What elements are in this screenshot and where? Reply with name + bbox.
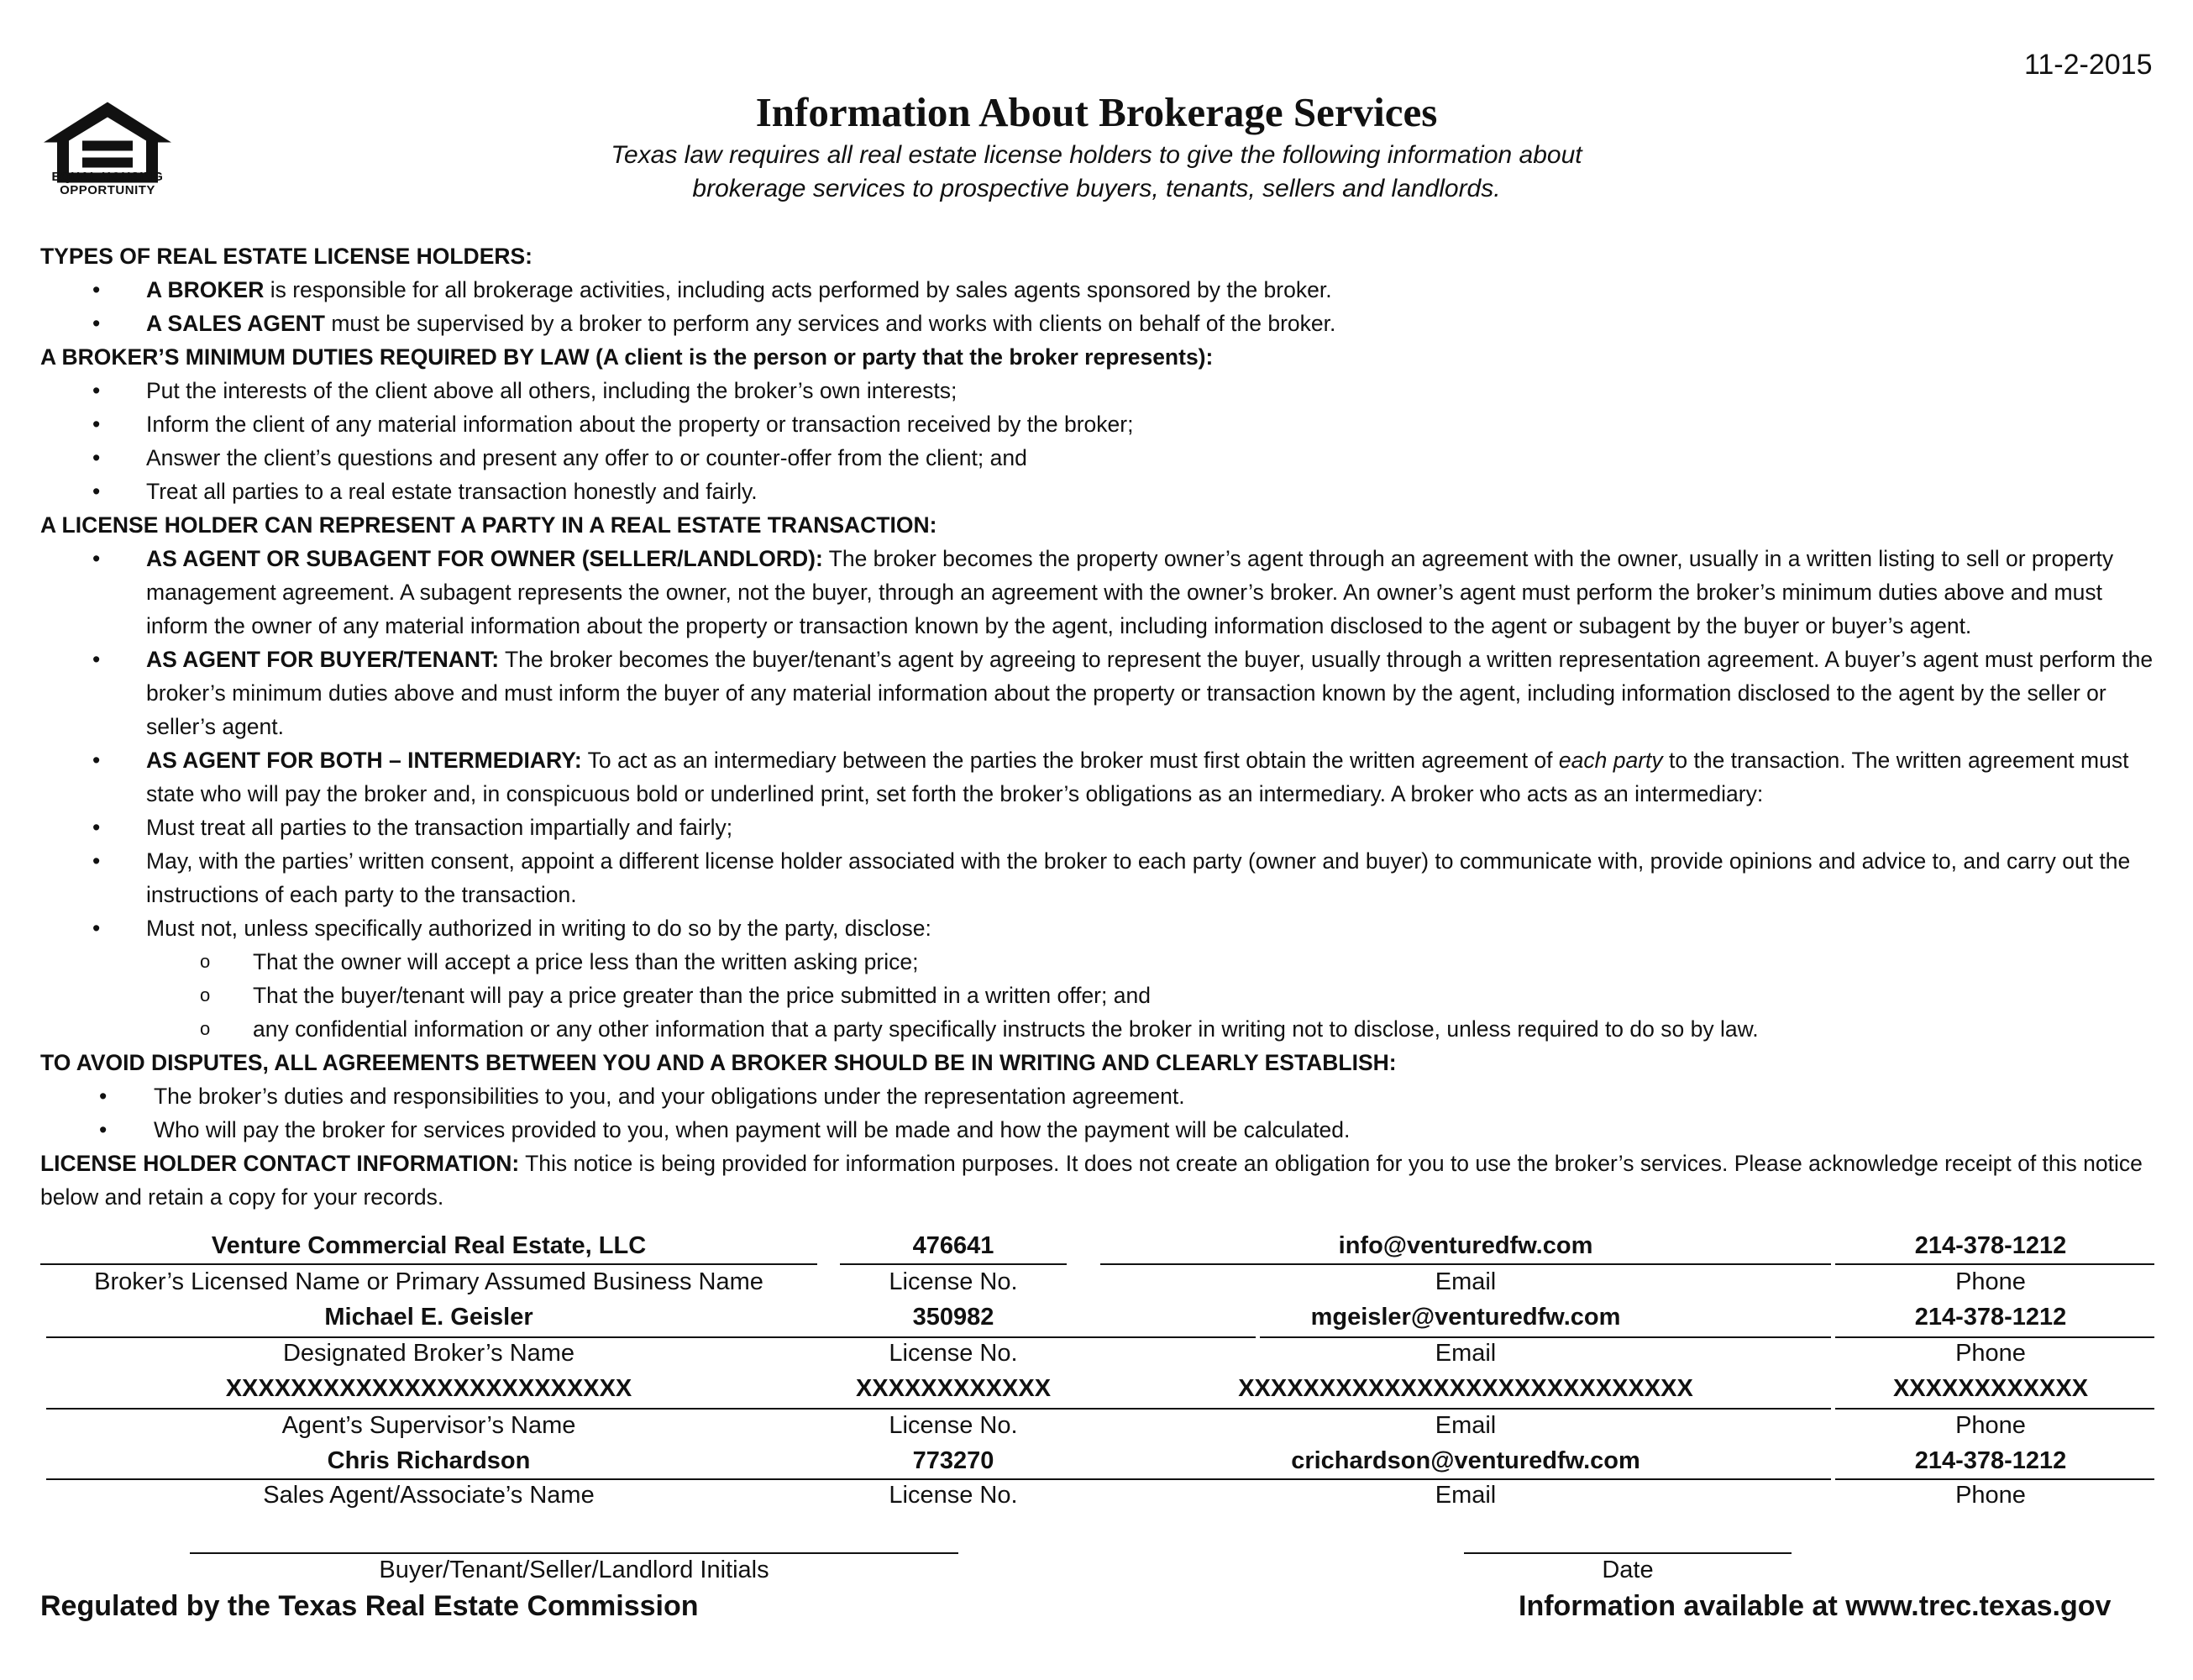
list-item [40,307,2157,340]
list-item [40,743,2157,811]
date-label: Date [1602,1557,1654,1583]
subtitle-line2: brokerage services to prospective buyers, tenants, sellers and landlords. [692,175,1501,202]
footer-website: Information available at www.trec.texas.gov [1519,1590,2112,1622]
designated-broker-name-value: Michael E. Geisler [324,1304,533,1331]
list-item: • The broker’s duties and responsibilities to you, and your obligations under the representation agreement. [40,1079,2157,1113]
list-item: • Who will pay the broker for services provided to you, when payment will be made and how the payment will be calculated. [40,1113,2157,1147]
disputes-list [40,1079,2157,1147]
footer-regulator: Regulated by the Texas Real Estate Commission [40,1590,699,1622]
email-label: Email [1435,1412,1497,1439]
license-label: License No. [889,1412,1018,1439]
email-label: Email [1435,1268,1497,1295]
table-rule [1835,1263,2154,1265]
designated-broker-email-value: mgeisler@venturedfw.com [1310,1304,1621,1331]
list-item: o That the buyer/tenant will pay a price greater than the price submitted in a written offer; and [40,979,2157,1012]
contact-info-paragraph [40,1147,2157,1214]
sales-agent-email-value: crichardson@venturedfw.com [1291,1447,1640,1474]
license-label: License No. [889,1482,1018,1509]
email-label: Email [1435,1482,1497,1509]
logo-caption-line1: EQUAL HOUSING [51,170,164,184]
table-rule [1835,1408,2154,1410]
types-list [40,273,2157,340]
disputes-heading: TO AVOID DISPUTES, ALL AGREEMENTS BETWEEN YOU AND A BROKER SHOULD BE IN WRITING AND CLEARLY ESTABLISH: [40,1050,1397,1075]
initials-label: Buyer/Tenant/Seller/Landlord Initials [379,1557,769,1583]
initials-line[interactable] [190,1552,958,1554]
form-date: 11-2-2015 [2024,49,2153,81]
disclose-list [40,945,2157,1046]
broker-phone-value: 214-378-1212 [1914,1232,2067,1259]
logo-caption-line2: OPPORTUNITY [60,183,155,197]
phone-label: Phone [1955,1340,2026,1367]
list-item: • May, with the parties’ written consent, appoint a different license holder associated with the broker to each party (owner and buyer) to communicate with, provide opinions and advice to, and carry out the instructions of each party to the transaction. [40,844,2157,911]
sales-agent-name-label: Sales Agent/Associate’s Name [263,1482,595,1509]
sales-agent-definition: must be supervised by a broker to perform any services and works with clients on behalf of the broker. [325,311,1336,336]
broker-name-value: Venture Commercial Real Estate, LLC [211,1232,647,1259]
sales-agent-term: A SALES AGENT [146,311,325,336]
list-item [40,542,2157,643]
contact-info-heading: LICENSE HOLDER CONTACT INFORMATION: [40,1151,520,1176]
duties-heading: A BROKER’S MINIMUM DUTIES REQUIRED BY LAW (A client is the person or party that the broker represents): [40,344,1214,370]
list-item: o any confidential information or any other information that a party specifically instructs the broker in writing not to disclose, unless required to do so by law. [40,1012,2157,1046]
list-item: • Answer the client’s questions and present any offer to or counter-offer from the client; and [40,441,2157,475]
supervisor-email-value: XXXXXXXXXXXXXXXXXXXXXXXXXXXX [1238,1375,1693,1402]
table-rule [840,1263,1067,1265]
supervisor-name-label: Agent’s Supervisor’s Name [281,1412,576,1439]
intermediary-text-italic: each party [1558,748,1663,773]
list-item [40,273,2157,307]
license-label: License No. [889,1268,1018,1295]
represent-list [40,542,2157,945]
phone-label: Phone [1955,1482,2026,1509]
designated-broker-name-label: Designated Broker’s Name [282,1340,575,1367]
list-item: • Inform the client of any material information about the property or transaction received by the broker; [40,407,2157,441]
intermediary-term: AS AGENT FOR BOTH – INTERMEDIARY: [146,748,582,773]
list-item: o That the owner will accept a price less than the written asking price; [40,945,2157,979]
types-heading: TYPES OF REAL ESTATE LICENSE HOLDERS: [40,244,533,269]
list-item: • Must not, unless specifically authorized in writing to do so by the party, disclose: [40,911,2157,945]
intermediary-text-b: to the transaction. The written agreement must state who will pay the broker and, in conspicuous bold or underlined print, set forth the broker’s obligations as an intermediary. A broker who acts as an intermediary: [146,748,2129,806]
table-rule [1835,1336,2154,1338]
table-rule [1260,1336,1831,1338]
table-rule [46,1336,1256,1338]
sales-agent-license-value: 773270 [912,1447,994,1474]
supervisor-license-value: XXXXXXXXXXXX [855,1375,1052,1402]
email-label: Email [1435,1340,1497,1367]
buyer-agent-text: The broker becomes the buyer/tenant’s agent by agreeing to represent the buyer, usually through a written representation agreement. A buyer’s agent must perform the broker’s minimum duties above and must inform the buyer of any material information about the property or transaction known by the agent, including information disclosed to the agent by the seller or seller’s agent. [146,647,2154,739]
owner-agent-text: The broker becomes the property owner’s agent through an agreement with the owner, usually in a written listing to sell or property management agreement. A subagent represents the owner, not the buyer, through an agreement with the owner’s broker. An owner’s agent must perform the broker’s minimum duties above and must inform the owner of any material information about the property or transaction known by the agent, including information disclosed to the agent or subagent by the buyer or buyer’s agent. [146,546,2114,638]
supervisor-phone-value: XXXXXXXXXXXX [1892,1375,2089,1402]
designated-broker-license-value: 350982 [912,1304,994,1331]
subtitle-line1: Texas law requires all real estate license holders to give the following information about [611,141,1582,169]
table-rule [1835,1478,2154,1480]
sales-agent-phone-value: 214-378-1212 [1914,1447,2067,1474]
table-rule [46,1408,1831,1410]
document-body [40,239,2157,1214]
table-rule [40,1263,817,1265]
owner-agent-term: AS AGENT OR SUBAGENT FOR OWNER (SELLER/LANDLORD): [146,546,823,571]
broker-email-value: info@venturedfw.com [1338,1232,1593,1259]
broker-term: A BROKER [146,277,265,302]
sales-agent-name-value: Chris Richardson [327,1447,531,1474]
table-rule [46,1478,1831,1480]
license-label: License No. [889,1340,1018,1367]
list-item [40,643,2157,743]
represent-heading: A LICENSE HOLDER CAN REPRESENT A PARTY IN A REAL ESTATE TRANSACTION: [40,512,937,538]
intermediary-text-a: To act as an intermediary between the parties the broker must first obtain the written agreement of [581,748,1559,773]
table-rule [1100,1263,1831,1265]
phone-label: Phone [1955,1268,2026,1295]
page-subtitle [0,139,2193,206]
broker-name-label: Broker’s Licensed Name or Primary Assumed Business Name [94,1268,763,1295]
broker-license-value: 476641 [912,1232,994,1259]
buyer-agent-term: AS AGENT FOR BUYER/TENANT: [146,647,500,672]
list-item: • Put the interests of the client above all others, including the broker’s own interests; [40,374,2157,407]
supervisor-name-value: XXXXXXXXXXXXXXXXXXXXXXXXX [225,1375,632,1402]
duties-list [40,374,2157,508]
page-title: Information About Brokerage Services [755,89,1438,135]
list-item: • Treat all parties to a real estate transaction honestly and fairly. [40,475,2157,508]
broker-definition: is responsible for all brokerage activities, including acts performed by sales agents sponsored by the broker. [264,277,1332,302]
designated-broker-phone-value: 214-378-1212 [1914,1304,2067,1331]
contact-info-text: This notice is being provided for information purposes. It does not create an obligation for you to use the broker’s services. Please acknowledge receipt of this notice below and retain a copy for your records. [40,1151,2143,1210]
phone-label: Phone [1955,1412,2026,1439]
date-line[interactable] [1464,1552,1792,1554]
list-item: • Must treat all parties to the transaction impartially and fairly; [40,811,2157,844]
